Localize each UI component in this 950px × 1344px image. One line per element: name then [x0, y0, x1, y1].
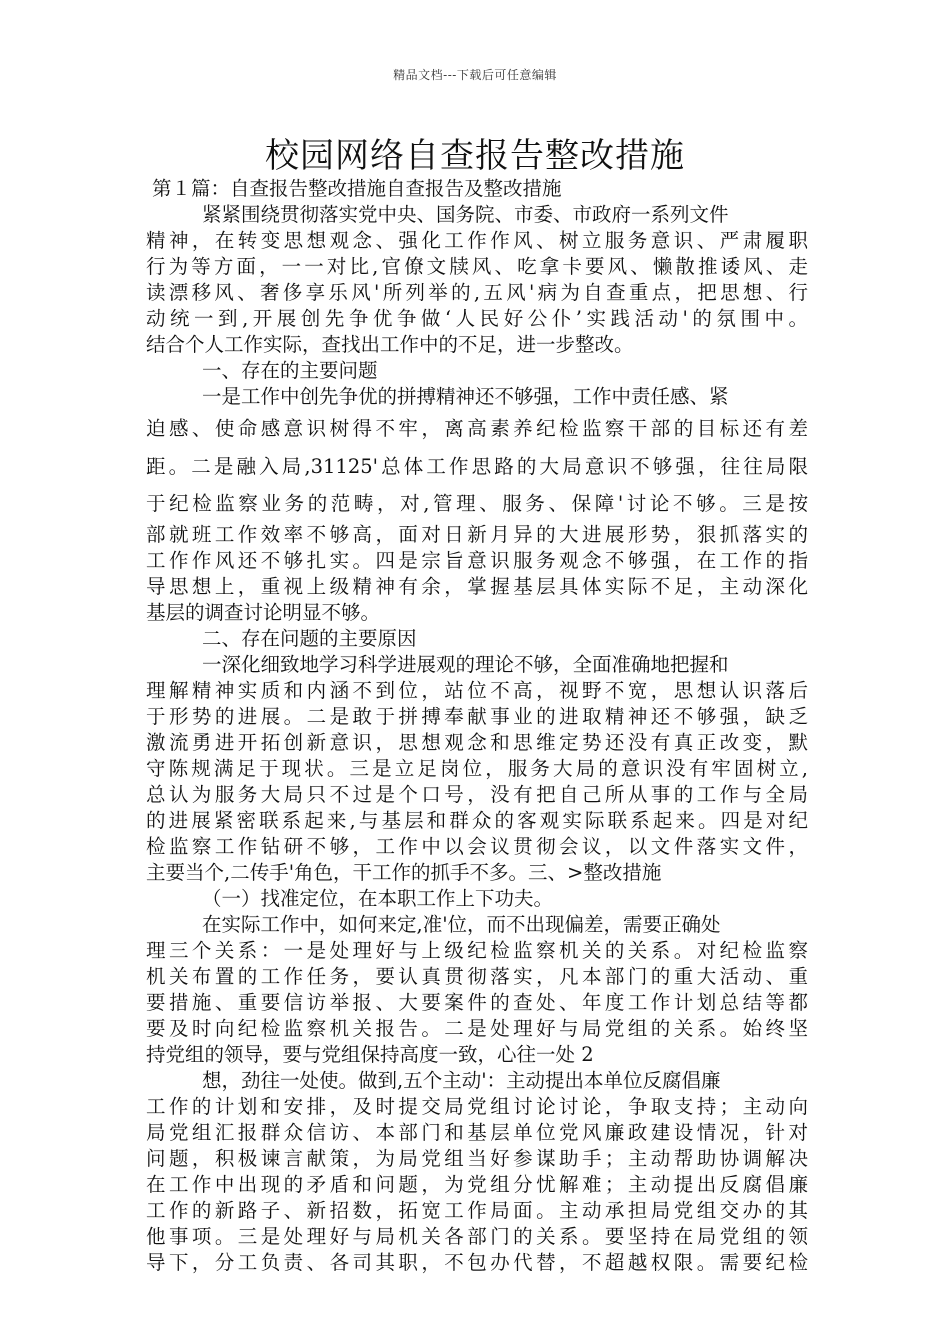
paragraph-line: 理三个关系：一是处理好与上级纪检监察机关的关系。对纪检监察 — [146, 939, 808, 962]
paragraph-line: 在实际工作中，如何来定,准'位，而不出现偏差，需要正确处 — [202, 913, 721, 936]
paragraph-line: 主要当个,二传手'角色，干工作的抓手不多。三、>整改措施 — [146, 861, 662, 884]
paragraph-line: 的进展紧密联系起来,与基层和群众的客观实际联系起来。四是对纪 — [146, 809, 808, 832]
paragraph-line: 总认为服务大局只不过是个口号，没有把自己所从事的工作与全局 — [146, 783, 808, 806]
paragraph-line: 一是工作中创先争优的拼搏精神还不够强，工作中责任感、紧 — [202, 385, 729, 408]
document-title: 校园网络自查报告整改措施 — [265, 136, 685, 176]
paragraph-line: 检监察工作钻研不够，工作中以会议贯彻会议，以文件落实文件， — [146, 835, 808, 858]
paragraph-line: 读漂移风、奢侈享乐风'所列举的,五风'病为自查重点，把思想、行 — [146, 281, 808, 304]
paragraph-line: 想，劲往一处使。做到,五个主动'：主动提出本单位反腐倡廉 — [202, 1069, 721, 1092]
subheading: 一、存在的主要问题 — [202, 359, 378, 382]
paragraph-line: 他事项。三是处理好与局机关各部门的关系。要坚持在局党组的领 — [146, 1225, 808, 1248]
paragraph-line: 局党组汇报群众信访、本部门和基层单位党风廉政建设情况，针对 — [146, 1121, 808, 1144]
document-body — [146, 176, 808, 1276]
paragraph-line: 于纪检监察业务的范畴，对,管理、服务、保障'讨论不够。三是按 — [146, 492, 808, 515]
header-note: 精品文档---下载后可任意编辑 — [393, 68, 557, 82]
paragraph-line: 机关布置的工作任务，要认真贯彻落实，凡本部门的重大活动、重 — [146, 965, 808, 988]
paragraph-line: 动统一到,开展创先争优争做‘人民好公仆’实践活动'的氛围中。 — [146, 307, 808, 330]
paragraph-line: 要措施、重要信访举报、大要案件的查处、年度工作计划总结等都 — [146, 991, 808, 1014]
paragraph-line: 精神，在转变思想观念、强化工作作风、树立服务意识、严肃履职 — [146, 229, 808, 252]
paragraph-line: 守陈规满足于现状。三是立足岗位，服务大局的意识没有牢固树立, — [146, 757, 808, 780]
paragraph-line: 一深化细致地学习科学进展观的理论不够，全面准确地把握和 — [202, 653, 729, 676]
paragraph-line: 行为等方面，一一对比,官僚文牍风、吃拿卡要风、懒散推诿风、走 — [146, 255, 808, 278]
subheading: （一）找准定位，在本职工作上下功夫。 — [202, 887, 554, 910]
paragraph-line: 持党组的领导，要与党组保持高度一致，心往一处 2 — [146, 1043, 594, 1066]
paragraph-line: 工作作风还不够扎实。四是宗旨意识服务观念不够强，在工作的指 — [146, 549, 808, 572]
paragraph-line: 理解精神实质和内涵不到位，站位不高，视野不宽，思想认识落后 — [146, 679, 808, 702]
paragraph-line: 结合个人工作实际，查找出工作中的不足，进一步整改。 — [146, 333, 634, 356]
paragraph-line: 工作的计划和安排，及时提交局党组讨论讨论，争取支持；主动向 — [146, 1095, 808, 1118]
section-heading: 第１篇：自查报告整改措施自查报告及整改措施 — [152, 177, 562, 200]
paragraph-line: 导思想上，重视上级精神有余，掌握基层具体实际不足，主动深化 — [146, 575, 808, 598]
paragraph-line: 迫感、使命感意识树得不牢，离高素养纪检监察干部的目标还有差 — [146, 417, 808, 440]
paragraph-line: 要及时向纪检监察机关报告。二是处理好与局党组的关系。始终坚 — [146, 1017, 808, 1040]
paragraph-line: 激流勇进开拓创新意识，思想观念和思维定势还没有真正改变，默 — [146, 731, 808, 754]
paragraph-line: 问题，积极谏言献策，为局党组当好参谋助手；主动帮助协调解决 — [146, 1147, 808, 1170]
paragraph-line: 距。二是融入局,31125'总体工作思路的大局意识不够强，往往局限 — [146, 455, 808, 478]
paragraph-line: 基层的调查讨论明显不够。 — [146, 601, 381, 624]
paragraph-line: 工作的新路子、新招数，拓宽工作局面。主动承担局党组交办的其 — [146, 1199, 808, 1222]
paragraph-line: 部就班工作效率不够高，面对日新月异的大进展形势，狠抓落实的 — [146, 523, 808, 546]
paragraph-line: 导下，分工负责、各司其职，不包办代替，不超越权限。需要纪检 — [146, 1251, 808, 1274]
paragraph-line: 在工作中出现的矛盾和问题，为党组分忧解难；主动提出反腐倡廉 — [146, 1173, 808, 1196]
subheading: 二、存在问题的主要原因 — [202, 627, 417, 650]
paragraph-line: 紧紧围绕贯彻落实党中央、国务院、市委、市政府一系列文件 — [202, 203, 729, 226]
paragraph-line: 于形势的进展。二是敢于拼搏奉献事业的进取精神还不够强，缺乏 — [146, 705, 808, 728]
